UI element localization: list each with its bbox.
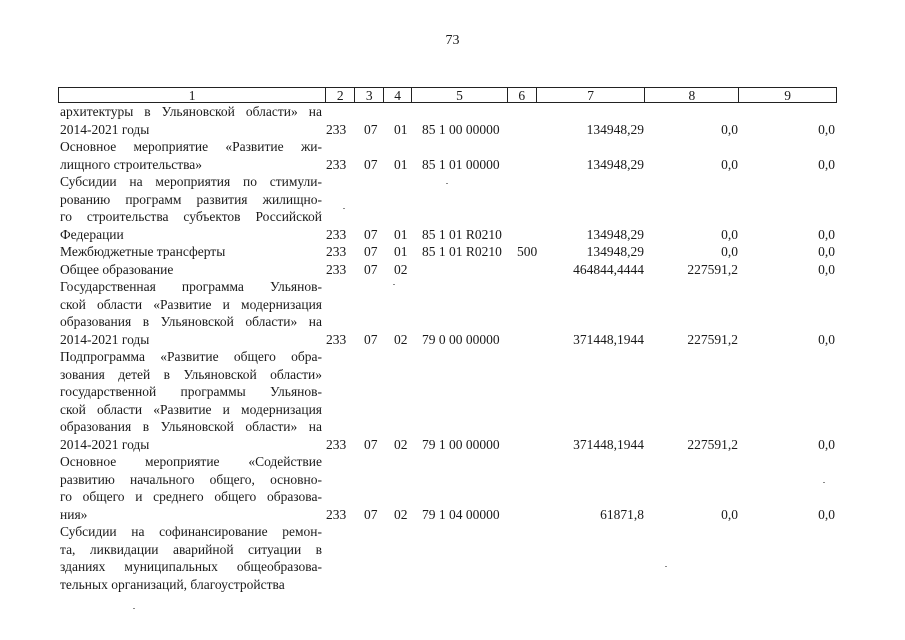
header-col-6: 6 — [508, 88, 537, 102]
row-cell-c7: 134948,29 — [586, 121, 644, 137]
row-cell-c2: 233 — [326, 506, 347, 522]
table-row — [0, 243, 905, 261]
row-cell-c3: 07 — [364, 121, 378, 137]
row-name — [60, 243, 322, 261]
row-cell-c4: 01 — [394, 121, 408, 137]
scan-speck — [133, 608, 135, 609]
row-name-line: рованию программ развития жилищно- — [60, 191, 322, 207]
scan-speck — [446, 183, 448, 184]
table-row — [0, 453, 905, 523]
row-cell-c7: 61871,8 — [600, 506, 644, 522]
row-name-line: го общего и среднего общего образова- — [60, 489, 322, 504]
row-name-line: Федерации — [60, 226, 124, 242]
row-name — [60, 453, 322, 523]
row-name — [60, 138, 322, 173]
row-cell-c2: 233 — [326, 261, 347, 277]
header-col-5: 5 — [412, 88, 508, 102]
row-name — [60, 278, 322, 348]
header-col-4: 4 — [384, 88, 412, 102]
table-row — [0, 523, 905, 593]
row-name-line: Субсидии на мероприятия по стимули- — [60, 174, 322, 189]
row-cell-c8: 0,0 — [721, 506, 738, 522]
row-name-line: Межбюджетные трансферты — [60, 244, 226, 259]
table-row — [0, 278, 905, 348]
table-header-row — [58, 87, 837, 103]
row-name — [60, 261, 322, 279]
row-cell-c3: 07 — [364, 244, 378, 259]
row-cell-c5: 85 1 00 00000 — [422, 121, 500, 137]
row-cell-c7: 134948,29 — [586, 156, 644, 172]
row-name-line: Субсидии на софинансирование ремон- — [60, 524, 322, 539]
row-cell-c8: 0,0 — [721, 121, 738, 137]
row-cell-c8: 0,0 — [721, 156, 738, 172]
row-cell-c2: 233 — [326, 226, 347, 242]
row-cell-c7: 371448,1944 — [573, 331, 644, 347]
row-cell-c3: 07 — [364, 436, 378, 452]
row-cell-c7: 464844,4444 — [573, 261, 644, 277]
row-cell-c4: 01 — [394, 156, 408, 172]
row-name-line: ния» — [60, 506, 88, 522]
row-cell-c3: 07 — [364, 506, 378, 522]
row-cell-c2: 233 — [326, 156, 347, 172]
row-cell-c3: 07 — [364, 226, 378, 242]
row-cell-c5: 79 1 00 00000 — [422, 436, 500, 452]
header-col-3: 3 — [355, 88, 384, 102]
table-row — [0, 138, 905, 173]
row-cell-c9: 0,0 — [818, 261, 835, 277]
header-col-2: 2 — [326, 88, 355, 102]
row-name-line: Государственная программа Ульянов- — [60, 279, 322, 294]
row-cell-c4: 01 — [394, 226, 408, 242]
row-name — [60, 173, 322, 243]
row-cell-c4: 02 — [394, 261, 408, 277]
row-cell-c7: 134948,29 — [586, 244, 644, 259]
row-name-line: зования детей в Ульяновской области» — [60, 366, 322, 382]
row-cell-c5: 85 1 01 00000 — [422, 156, 500, 172]
row-cell-c7: 371448,1944 — [573, 436, 644, 452]
row-name-line: 2014-2021 годы — [60, 331, 150, 347]
row-name-line: лищного строительства» — [60, 156, 203, 172]
row-cell-c3: 07 — [364, 156, 378, 172]
row-cell-c4: 01 — [394, 244, 408, 259]
header-col-1: 1 — [59, 88, 326, 102]
row-name-line: та, ликвидации аварийной ситуации в — [60, 541, 322, 557]
table-body — [0, 103, 905, 593]
row-cell-c8: 0,0 — [721, 226, 738, 242]
row-cell-c4: 02 — [394, 331, 408, 347]
row-cell-c9: 0,0 — [818, 506, 835, 522]
scan-speck — [343, 208, 345, 209]
table-row — [0, 173, 905, 243]
row-cell-c9: 0,0 — [818, 331, 835, 347]
row-name-line: го строительства субъектов Российской — [60, 209, 322, 224]
row-cell-c9: 0,0 — [818, 436, 835, 452]
row-cell-c9: 0,0 — [818, 226, 835, 242]
row-name-line: образования в Ульяновской области» на — [60, 314, 322, 329]
header-col-7: 7 — [537, 88, 646, 102]
row-name-line: ской области «Развитие и модернизация — [60, 296, 322, 312]
scan-speck — [665, 566, 667, 567]
header-col-9: 9 — [784, 88, 791, 103]
table-row — [0, 103, 905, 138]
row-name-line: государственной программы Ульянов- — [60, 384, 322, 399]
row-cell-c3: 07 — [364, 261, 378, 277]
row-name-line: архитектуры в Ульяновской области» на — [60, 104, 322, 119]
row-cell-c7: 134948,29 — [586, 226, 644, 242]
row-cell-c2: 233 — [326, 244, 347, 259]
row-name-line: ской области «Развитие и модернизация — [60, 401, 322, 417]
row-name-line: тельных организаций, благоустройства — [60, 576, 285, 592]
row-cell-c3: 07 — [364, 331, 378, 347]
row-cell-c8: 227591,2 — [687, 436, 738, 452]
row-cell-c9: 0,0 — [818, 121, 835, 137]
row-name-line: развитию начального общего, основно- — [60, 471, 322, 487]
row-name-line: Общее образование — [60, 261, 174, 277]
row-cell-c4: 02 — [394, 506, 408, 522]
row-cell-c5: 85 1 01 R0210 — [422, 226, 502, 242]
row-cell-c5: 85 1 01 R0210 — [422, 244, 502, 259]
row-name — [60, 103, 322, 138]
row-name-line: образования в Ульяновской области» на — [60, 419, 322, 434]
row-cell-c2: 233 — [326, 436, 347, 452]
row-name-line: зданиях муниципальных общеобразова- — [60, 559, 322, 574]
row-cell-c8: 227591,2 — [687, 331, 738, 347]
row-cell-c2: 233 — [326, 331, 347, 347]
row-name-line: 2014-2021 годы — [60, 436, 150, 452]
scan-speck — [393, 284, 395, 285]
table-row — [0, 261, 905, 279]
row-cell-c5: 79 0 00 00000 — [422, 331, 500, 347]
table-row — [0, 348, 905, 453]
row-cell-c9: 0,0 — [818, 156, 835, 172]
row-name — [60, 348, 322, 453]
row-cell-c4: 02 — [394, 436, 408, 452]
page-number: 73 — [445, 33, 460, 48]
scan-speck — [823, 482, 825, 483]
row-cell-c9: 0,0 — [818, 244, 835, 259]
row-cell-c5: 79 1 04 00000 — [422, 506, 500, 522]
row-name-line: Основное мероприятие «Содействие — [60, 454, 322, 469]
row-name-line: Подпрограмма «Развитие общего обра- — [60, 349, 322, 364]
header-col-8: 8 — [645, 88, 739, 102]
row-cell-c8: 0,0 — [721, 244, 738, 259]
row-name — [60, 523, 322, 593]
row-name-line: 2014-2021 годы — [60, 121, 150, 137]
row-cell-c6: 500 — [517, 244, 538, 259]
row-cell-c8: 227591,2 — [687, 261, 738, 277]
row-cell-c2: 233 — [326, 121, 347, 137]
row-name-line: Основное мероприятие «Развитие жи- — [60, 139, 322, 154]
